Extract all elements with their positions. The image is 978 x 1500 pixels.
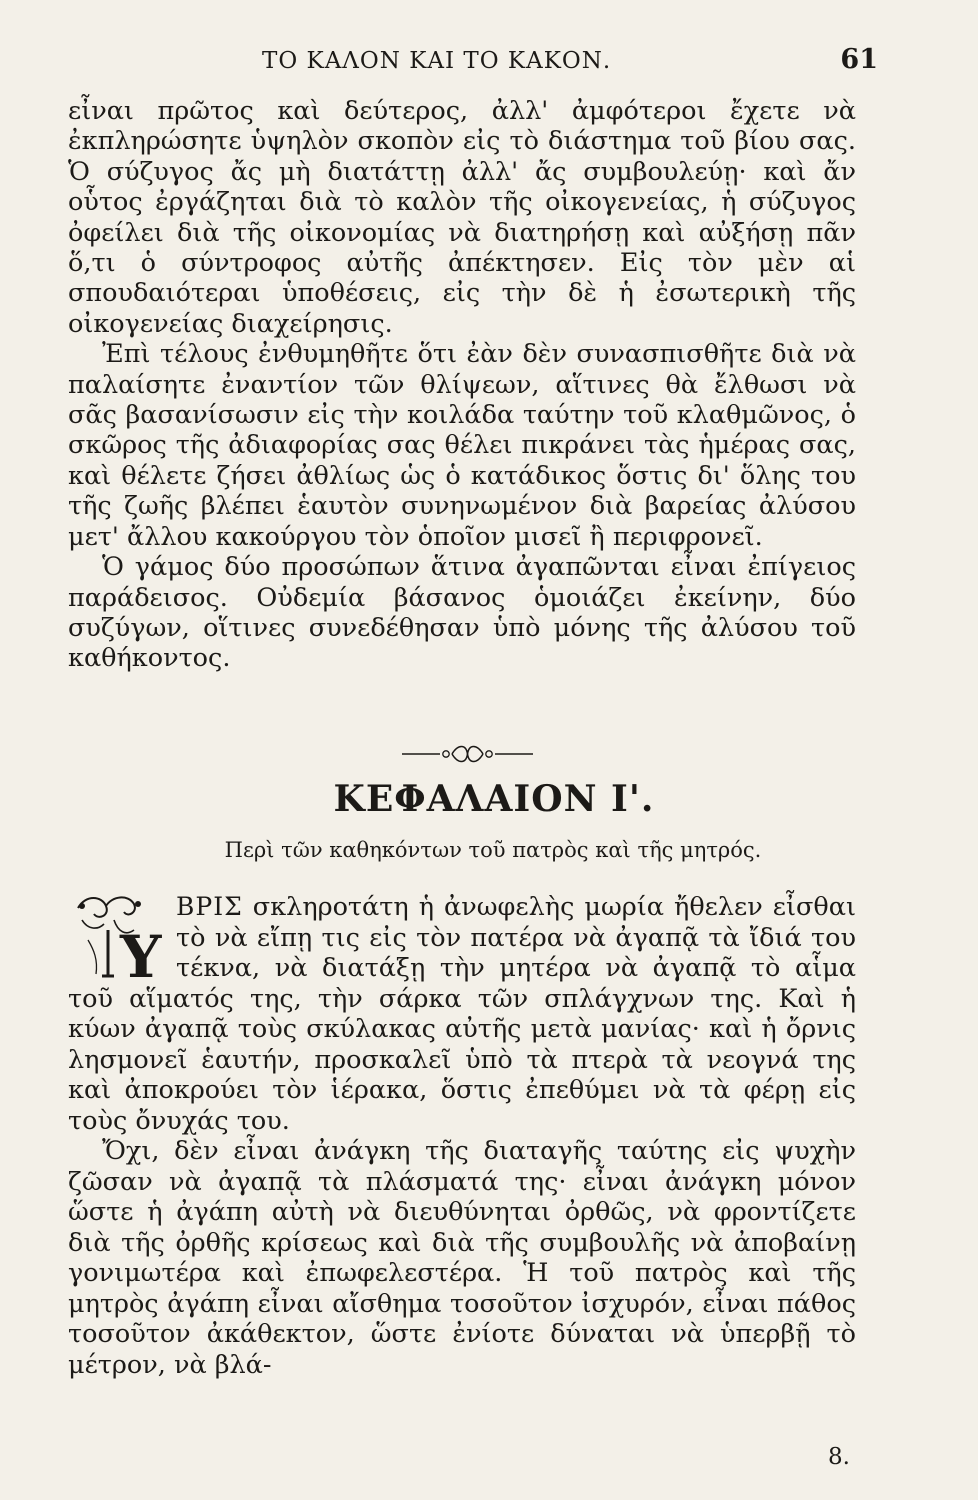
dropcap xyxy=(68,890,166,991)
section-ornament-icon xyxy=(400,742,535,766)
chapter-heading: ΚΕΦΑΛΑΙΟΝ Ι'. xyxy=(333,778,655,820)
paragraph: Ὁ γάμος δύο προσώπων ἅτινα ἀγαπῶνται εἶναι ἐπίγειος παράδεισος. Οὐδεμία βάσανος ὁμοιάζει ἐκείνην, δύο συζύγων, οἵτινες συνεδέθησαν ὑπὸ μόνης τῆς ἀλύσου τοῦ καθήκοντος. xyxy=(68,552,856,674)
chapter-text xyxy=(68,892,856,1380)
opening-caps: ΒΡΙΣ xyxy=(176,892,243,921)
dropcap-letter: Υ xyxy=(120,923,162,991)
running-head xyxy=(150,44,878,84)
running-title: ΤΟ ΚΑΛΟΝ ΚΑΙ ΤΟ ΚΑΚΟΝ. xyxy=(262,48,612,74)
paragraph: Ἐπὶ τέλους ἐνθυμηθῆτε ὅτι ἐὰν δὲν συνασπισθῆτε διὰ νὰ παλαίσητε ἐναντίον τῶν θλίψεων, αἵτινες θὰ ἔλθωσι νὰ σᾶς βασανίσωσιν εἰς τὴν κοιλάδα ταύτην τοῦ κλαθμῶνος, ὁ σκῶρος τῆς ἀδιαφορίας σας θέλει πικράνει τὰς ἡμέρας σας, καὶ θέλετε ζήσει ἀθλίως ὡς ὁ κατάδικος ὅστις δι' ὅλης του τῆς ζωῆς βλέπει ἑαυτὸν συνηνωμένον διὰ βαρείας ἀλύσου μετ' ἄλλου κακούργου τὸν ὁποῖον μισεῖ ἢ περιφρονεῖ. xyxy=(68,339,856,552)
signature-mark: 8. xyxy=(828,1444,850,1470)
chapter-subtitle: Περὶ τῶν καθηκόντων τοῦ πατρὸς καὶ τῆς μητρός. xyxy=(224,838,762,862)
paragraph: Ὄχι, δὲν εἶναι ἀνάγκη τῆς διαταγῆς ταύτης εἰς ψυχὴν ζῶσαν νὰ ἀγαπᾷ τὰ πλάσματά της· εἶναι ἀνάγκη μόνον ὥστε ἡ ἀγάπη αὐτὴ νὰ διευθύνηται ὀρθῶς, νὰ φροντίζετε διὰ τῆς ὀρθῆς κρίσεως καὶ διὰ τῆς συμβουλῆς νὰ ἀποβαίνῃ γονιμωτέρα καὶ ἐπωφελεστέρα. Ἡ τοῦ πατρὸς καὶ τῆς μητρὸς ἀγάπη εἶναι αἴσθημα τοσοῦτον ἰσχυρόν, εἶναι πάθος τοσοῦτον ἀκάθεκτον, ὥστε ἐνίοτε δύναται νὰ ὑπερβῇ τὸ μέτρον, νὰ βλά- xyxy=(68,1136,856,1380)
paragraph: εἶναι πρῶτος καὶ δεύτερος, ἀλλ' ἀμφότεροι ἔχετε νὰ ἐκπληρώσητε ὑψηλὸν σκοπὸν εἰς τὸ διάστημα τοῦ βίου σας. Ὁ σύζυγος ἄς μὴ διατάττῃ ἀλλ' ἄς συμβουλεύῃ· καὶ ἄν οὗτος ἐργάζηται διὰ τὸ καλὸν τῆς οἰκογενείας, ἡ σύζυγος ὀφείλει διὰ τῆς οἰκονομίας νὰ διατηρήσῃ καὶ αὐξήσῃ πᾶν ὅ,τι ὁ σύντροφος αὐτῆς ἀπέκτησεν. Εἰς τὸν μὲν αἱ σπουδαιότεραι ὑποθέσεις, εἰς τὴν δὲ ἡ ἐσωτερικὴ τῆς οἰκογενείας διαχείρησις. xyxy=(68,96,856,339)
opening-text: σκληροτάτη ἡ ἀνωφελὴς μωρία ἤθελεν εἶσθαι τὸ νὰ εἴπῃ τις εἰς τὸν πατέρα νὰ ἀγαπᾷ τὰ ἴδιά του τέκνα, νὰ διατάξῃ τὴν μητέρα νὰ ἀγαπᾷ τὸ αἷμα τοῦ αἵματός της, τὴν σάρκα τῶν σπλάγχνων της. Καὶ ἡ κύων ἀγαπᾷ τοὺς σκύλακας αὐτῆς μετὰ μανίας· καὶ ἡ ὄρνις λησμονεῖ ἑαυτήν, προσκαλεῖ ὑπὸ τὰ πτερὰ τὰ νεογνά της καὶ ἀποκρούει τὸν ἱέρακα, ὅστις ἐπεθύμει νὰ τὰ φέρῃ εἰς τοὺς ὄνυχάς του. xyxy=(68,892,856,1136)
opening-paragraph xyxy=(68,892,856,1136)
continued-text xyxy=(68,96,856,674)
page-number: 61 xyxy=(840,44,878,75)
